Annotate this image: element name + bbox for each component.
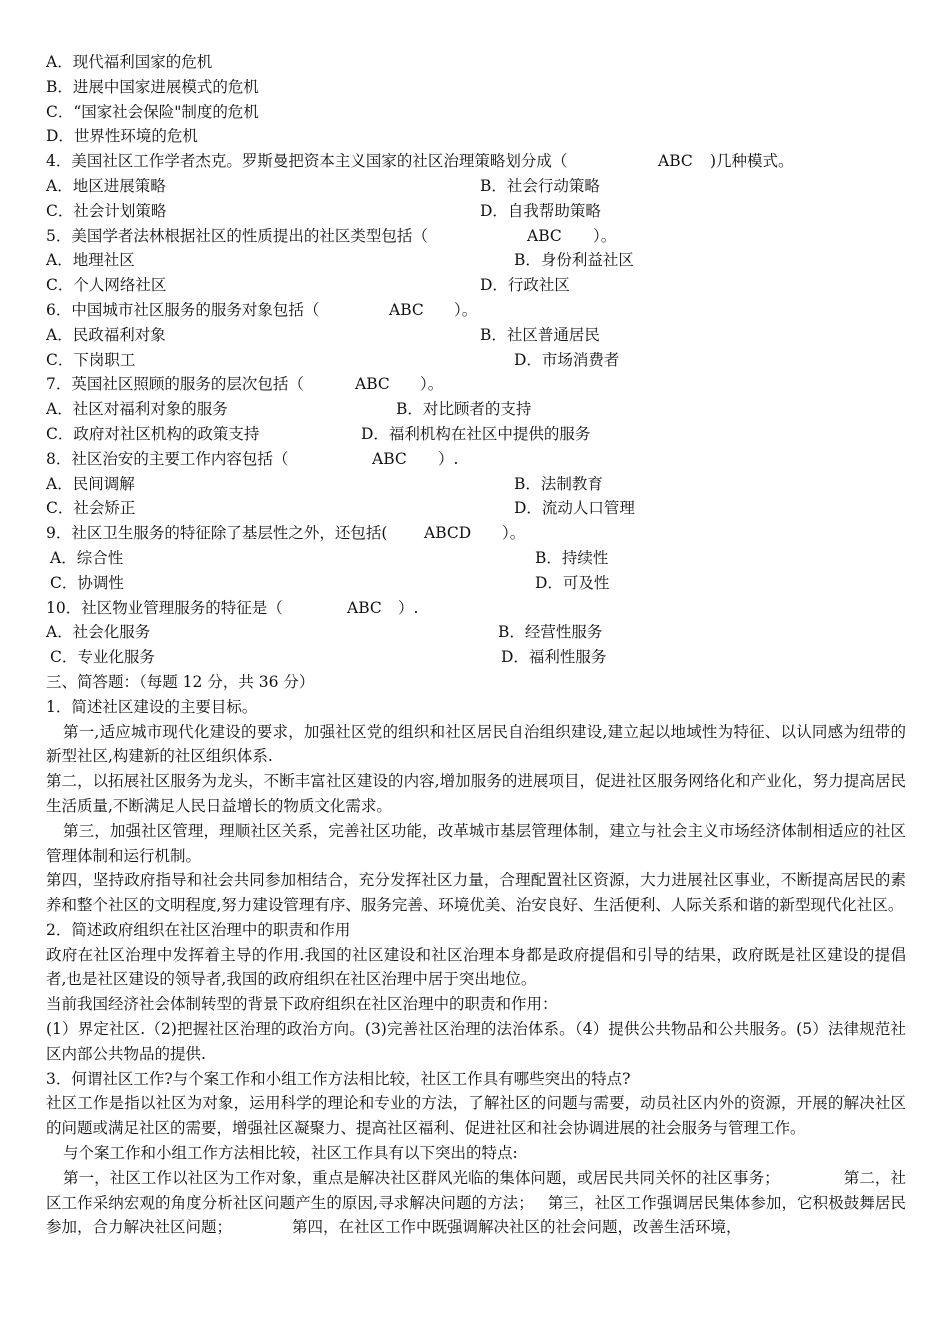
option-a: A．综合性	[50, 548, 124, 567]
q4-stem	[46, 149, 906, 174]
option-b: B．社会行动策略	[480, 176, 600, 195]
q9-options-row1	[46, 546, 906, 571]
feature-3: 第三，社区工作强调居民集体参加，它积极鼓舞居民参加，合力解决社区问题；	[46, 1193, 906, 1237]
q10-options-row2	[46, 645, 906, 670]
q5-options-row2	[46, 273, 906, 298]
option-c: C．专业化服务	[50, 648, 155, 667]
option-b: B．经营性服务	[498, 623, 603, 642]
q7-options-row2	[46, 422, 906, 447]
option-c: C．协调性	[50, 573, 124, 592]
q3-option-b: B．进展中国家进展模式的危机	[46, 77, 259, 96]
feature-2: 第二，社区工作采纳宏观的角度分析社区问题产生的原因,寻求解决问题的方法；	[46, 1168, 906, 1212]
option-b: B．身份利益社区	[514, 251, 634, 270]
q3-option-c: C．“国家社会保险"制度的危机	[46, 102, 259, 121]
short-answer-3-paragraph	[46, 1166, 906, 1240]
q5-options-row1	[46, 248, 906, 273]
option-a: A．民间调解	[46, 474, 135, 493]
question-text: 7．英国社区照顾的服务的层次包括（	[46, 375, 304, 394]
option-a: A．地理社区	[46, 251, 135, 270]
q6-options-row2	[46, 348, 906, 373]
q8-stem	[46, 447, 906, 472]
feature-1: 第一，社区工作以社区为工作对象，重点是解决社区群风光临的集体问题，或居民共同关怀的社区事务；	[63, 1168, 780, 1187]
q7-options-row1	[46, 397, 906, 422]
feature-4: 第四，在社区工作中既强调解决社区的社会问题，改善生活环境，	[292, 1218, 742, 1237]
option-c: C．政府对社区机构的政策支持	[46, 424, 260, 443]
option-b: B．法制教育	[514, 474, 603, 493]
short-answer-2-paragraph: 政府在社区治理中发挥着主导的作用.我国的社区建设和社区治理本身都是政府提倡和引导的结果，政府既是社区建设的提倡者,也是社区建设的领导者,我国的政府组织在社区治理中居于突出地位。	[46, 945, 906, 989]
option-a: A．社区对福利对象的服务	[46, 400, 228, 419]
option-c: C．个人网络社区	[46, 276, 167, 295]
q9-stem	[46, 521, 906, 546]
option-c: C．下岗职工	[46, 350, 136, 369]
q7-stem	[46, 372, 906, 397]
question-close: ）.	[438, 449, 459, 468]
q4-options-row1	[46, 174, 906, 199]
short-answer-2-paragraph: (1）界定社区.（2)把握社区治理的政治方向。(3)完善社区治理的法治体系。（4）提供公共物品和公共服务。(5）法律规范社区内部公共物品的提供.	[46, 1020, 906, 1063]
question-close: ）。	[502, 524, 526, 543]
question-text: 10．社区物业管理服务的特征是（	[46, 598, 283, 617]
short-answer-2-title: 2．简述政府组织在社区治理中的职责和作用	[46, 920, 351, 939]
section-heading: 三、简答题：（每题 12 分，共 36 分）	[46, 672, 315, 691]
question-text: 8．社区治安的主要工作内容包括（	[46, 449, 289, 468]
short-answer-2-paragraph: 当前我国经济社会体制转型的背景下政府组织在社区治理中的职责和作用：	[46, 995, 558, 1014]
short-answer-1-paragraph: 第一,适应城市现代化建设的要求，加强社区党的组织和社区居民自治组织建设,建立起以地域性为特征、以认同感为纽带的新型社区,构建新的社区组织体系.	[46, 722, 906, 766]
short-answer-1-title: 1．简述社区建设的主要目标。	[46, 697, 258, 716]
question-text: 9．社区卫生服务的特征除了基层性之外，还包括(	[46, 524, 388, 543]
option-d: D．福利机构在社区中提供的服务	[361, 424, 591, 443]
option-b: B．持续性	[535, 548, 609, 567]
question-close: ）。	[593, 226, 617, 245]
answer-key: ABCD	[424, 524, 472, 543]
question-text: 4．美国社区工作学者杰克。罗斯曼把资本主义国家的社区治理策略划分成（	[46, 152, 568, 171]
option-a: A．民政福利对象	[46, 325, 166, 344]
option-a: A．地区进展策略	[46, 176, 166, 195]
option-d: D．可及性	[535, 573, 610, 592]
option-d: D．流动人口管理	[514, 499, 635, 518]
q6-stem	[46, 298, 906, 323]
q10-stem	[46, 596, 906, 621]
question-close: )几种模式。	[710, 152, 794, 171]
short-answer-3-title: 3．何谓社区工作?与个案工作和小组工作方法相比较，社区工作具有哪些突出的特点?	[46, 1069, 631, 1088]
option-d: D．市场消费者	[514, 350, 620, 369]
short-answer-1-paragraph: 第二，以拓展社区服务为龙头，不断丰富社区建设的内容,增加服务的进展项目，促进社区服务网络化和产业化，努力提高居民生活质量,不断满足人民日益增长的物质文化需求。	[46, 772, 906, 815]
option-a: A．社会化服务	[46, 623, 151, 642]
question-close: ）。	[454, 300, 478, 319]
q5-stem	[46, 224, 906, 249]
question-close: ）。	[420, 375, 444, 394]
option-d: D．自我帮助策略	[480, 201, 601, 220]
short-answer-3-paragraph: 与个案工作和小组工作方法相比较，社区工作具有以下突出的特点:	[63, 1144, 518, 1163]
answer-key: ABC	[527, 226, 562, 245]
option-d: D．福利性服务	[501, 648, 607, 667]
question-close: ）.	[398, 598, 419, 617]
q6-options-row1	[46, 323, 906, 348]
option-b: B．社区普通居民	[480, 325, 600, 344]
answer-key: ABC	[372, 449, 407, 468]
answer-key: ABC	[355, 375, 390, 394]
q4-options-row2	[46, 199, 906, 224]
document-page	[46, 50, 906, 1240]
q3-option-d: D．世界性环境的危机	[46, 127, 198, 146]
answer-key: ABC	[389, 300, 424, 319]
q10-options-row1	[46, 620, 906, 645]
short-answer-1-paragraph: 第四，坚持政府指导和社会共同参加相结合，充分发挥社区力量，合理配置社区资源，大力进展社区事业，不断提高居民的素养和整个社区的文明程度,努力建设管理有序、服务完善、环境优美、治安良好、生活便利、人际关系和谐的新型现代化社区。	[46, 871, 906, 915]
q3-option-a: A．现代福利国家的危机	[46, 53, 213, 71]
option-b: B．对比顾者的支持	[396, 400, 532, 419]
short-answer-3-paragraph: 社区工作是指以社区为对象，运用科学的理论和专业的方法，了解社区的问题与需要，动员社区内外的资源，开展的解决社区的问题或满足社区的需要，增强社区凝聚力、提高社区福利、促进社区和社会协调进展的社会服务与管理工作。	[46, 1094, 906, 1138]
q8-options-row2	[46, 496, 906, 521]
answer-key: ABC	[347, 598, 382, 617]
answer-key: ABC	[658, 152, 693, 171]
q8-options-row1	[46, 472, 906, 497]
short-answer-1-paragraph: 第三，加强社区管理，理顺社区关系，完善社区功能，改革城市基层管理体制，建立与社会主义市场经济体制相适应的社区管理体制和运行机制。	[46, 821, 906, 865]
option-c: C．社会矫正	[46, 499, 136, 518]
option-d: D．行政社区	[480, 276, 570, 295]
q9-options-row2	[46, 571, 906, 596]
option-c: C．社会计划策略	[46, 201, 167, 220]
question-text: 6．中国城市社区服务的服务对象包括（	[46, 300, 320, 319]
question-text: 5．美国学者法林根据社区的性质提出的社区类型包括（	[46, 226, 428, 245]
